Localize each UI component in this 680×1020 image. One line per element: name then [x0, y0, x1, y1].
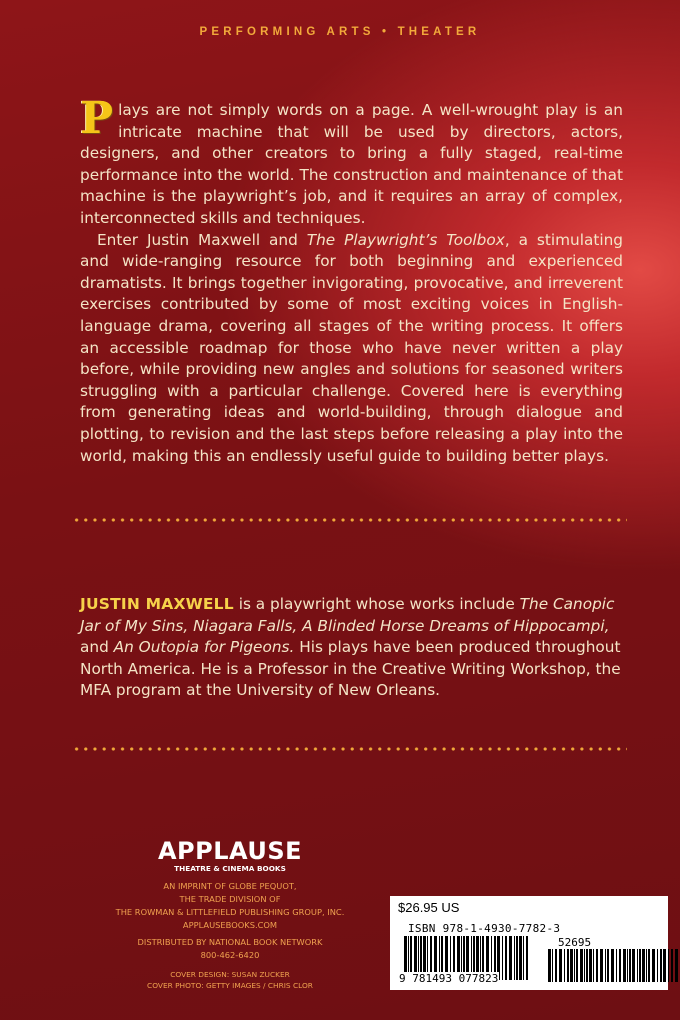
distributor: DISTRIBUTED BY NATIONAL BOOK NETWORK [137, 937, 323, 947]
bio-text: and [80, 638, 114, 657]
barcode-bar [516, 936, 518, 980]
price: $26.95 US [398, 900, 460, 915]
barcode-bar [576, 949, 578, 982]
drop-cap: P [80, 93, 114, 144]
barcode-bar [619, 949, 621, 982]
description-paragraph-2 [80, 230, 623, 468]
imprint-line: THE ROWMAN & LITTLEFIELD PUBLISHING GROUP, INC. [115, 907, 345, 917]
barcode-bar [642, 949, 645, 982]
barcode-bar [623, 949, 626, 982]
barcode-bar [646, 949, 647, 982]
bio-works: The Canopic Jar of My Sins, Niagara Falls, A Blinded Horse Dreams of Hippocampi, [80, 595, 615, 635]
barcode-bar [671, 949, 673, 982]
barcode-bar [675, 949, 678, 982]
cover-design-credit: COVER DESIGN: SUSAN ZUCKER [170, 970, 290, 979]
paragraph-text: lays are not simply words on a page. A well-wrought play is an intricate machine that will be used by directors, actors, designers, and other creators to bring a fully staged, real-time performance into the world. The construction and maintenance of that machine is the playwright’s job, and it requires an array of complex, interconnected skills and techniques. [80, 101, 623, 227]
barcode-bar [663, 949, 666, 982]
publisher-logo-subtitle: THEATRE & CINEMA BOOKS [174, 864, 286, 873]
barcode-bar [505, 936, 507, 980]
imprint-line: AN IMPRINT OF GLOBE PEQUOT, [163, 881, 297, 891]
price-addon-code: 52695 [558, 936, 592, 949]
author-bio [80, 594, 630, 702]
publisher-info [100, 838, 360, 991]
dotted-divider [72, 518, 627, 522]
barcode-label [390, 896, 668, 990]
barcode-bar [502, 936, 503, 980]
barcode-bar [616, 949, 617, 982]
barcode-bar [526, 936, 528, 980]
barcode-bar [627, 949, 628, 982]
barcode-bar [593, 949, 594, 982]
barcode-bar [632, 949, 635, 982]
barcode-bar [660, 949, 662, 982]
barcode-bar [605, 949, 606, 982]
barcode-bar [555, 949, 557, 982]
imprint-line: THE TRADE DIVISION OF [179, 894, 281, 904]
barcode-bar [611, 949, 614, 982]
barcode-bar [637, 949, 638, 982]
bio-text: His plays have been produced throughout North America. He is a Professor in the Creative Writing Workshop, the MFA program at the University of New Orleans. [80, 638, 621, 700]
barcode-bar [584, 949, 585, 982]
barcode-bar [648, 949, 650, 982]
author-name: JUSTIN MAXWELL [80, 595, 234, 613]
barcode-bar [564, 949, 565, 982]
barcode-bar [548, 949, 551, 982]
barcode-bar [600, 949, 603, 982]
barcode-bar [552, 949, 553, 982]
barcode-bar [668, 949, 669, 982]
barcode-bar [514, 936, 515, 980]
barcode-bar [639, 949, 641, 982]
distributor-phone: 800-462-6420 [200, 950, 260, 960]
description-paragraph-1 [80, 93, 623, 230]
barcode-bar [657, 949, 658, 982]
barcode-bar [509, 936, 512, 980]
publisher-website: APPLAUSEBOOKS.COM [182, 920, 278, 930]
publisher-logo: APPLAUSE [157, 837, 303, 865]
barcode-bar [519, 936, 522, 980]
book-description [80, 93, 624, 467]
bio-text: is a playwright whose works include [233, 595, 520, 613]
barcode-bar [559, 949, 562, 982]
barcode-bar [589, 949, 592, 982]
barcode-bar [567, 949, 569, 982]
barcode-bar [629, 949, 631, 982]
barcode-bar [570, 949, 573, 982]
bio-works: An Outopia for Pigeons. [113, 638, 295, 657]
paragraph-text: Enter Justin Maxwell and [97, 230, 307, 249]
paragraph-text: , a stimulating and wide-ranging resource for both beginning and experienced dramatists. It brings together invigorating, provocative, and irreverent exercises contributed by some of most exciting voices in English-language drama, covering all stages of the writing process. It offers an accessible roadmap for those who have never written a play before, while providing new angles and solutions for seasoned writers struggling with a particular challenge. Covered here is everything from generating ideas and world-building, through dialogue and plotting, to revision and the last steps before releasing a play into the world, making this an endlessly useful guide to building better plays. [80, 230, 624, 465]
addon-barcode [548, 949, 680, 982]
barcode-bar [652, 949, 655, 982]
barcode-bar [580, 949, 583, 982]
isbn: ISBN 978-1-4930-7782-3 [408, 922, 561, 935]
barcode-digits: 9 781493 077823 [399, 972, 499, 985]
cover-photo-credit: COVER PHOTO: GETTY IMAGES / CHRIS CLOR [147, 981, 313, 990]
book-title: The Playwright’s Toolbox [306, 230, 505, 249]
barcode-bar [586, 949, 588, 982]
barcode-bar [607, 949, 609, 982]
barcode-bar [574, 949, 575, 982]
dotted-divider [72, 747, 627, 751]
barcode-bar [596, 949, 598, 982]
barcode-bar [523, 936, 524, 980]
category-label: PERFORMING ARTS • THEATER [199, 26, 481, 38]
